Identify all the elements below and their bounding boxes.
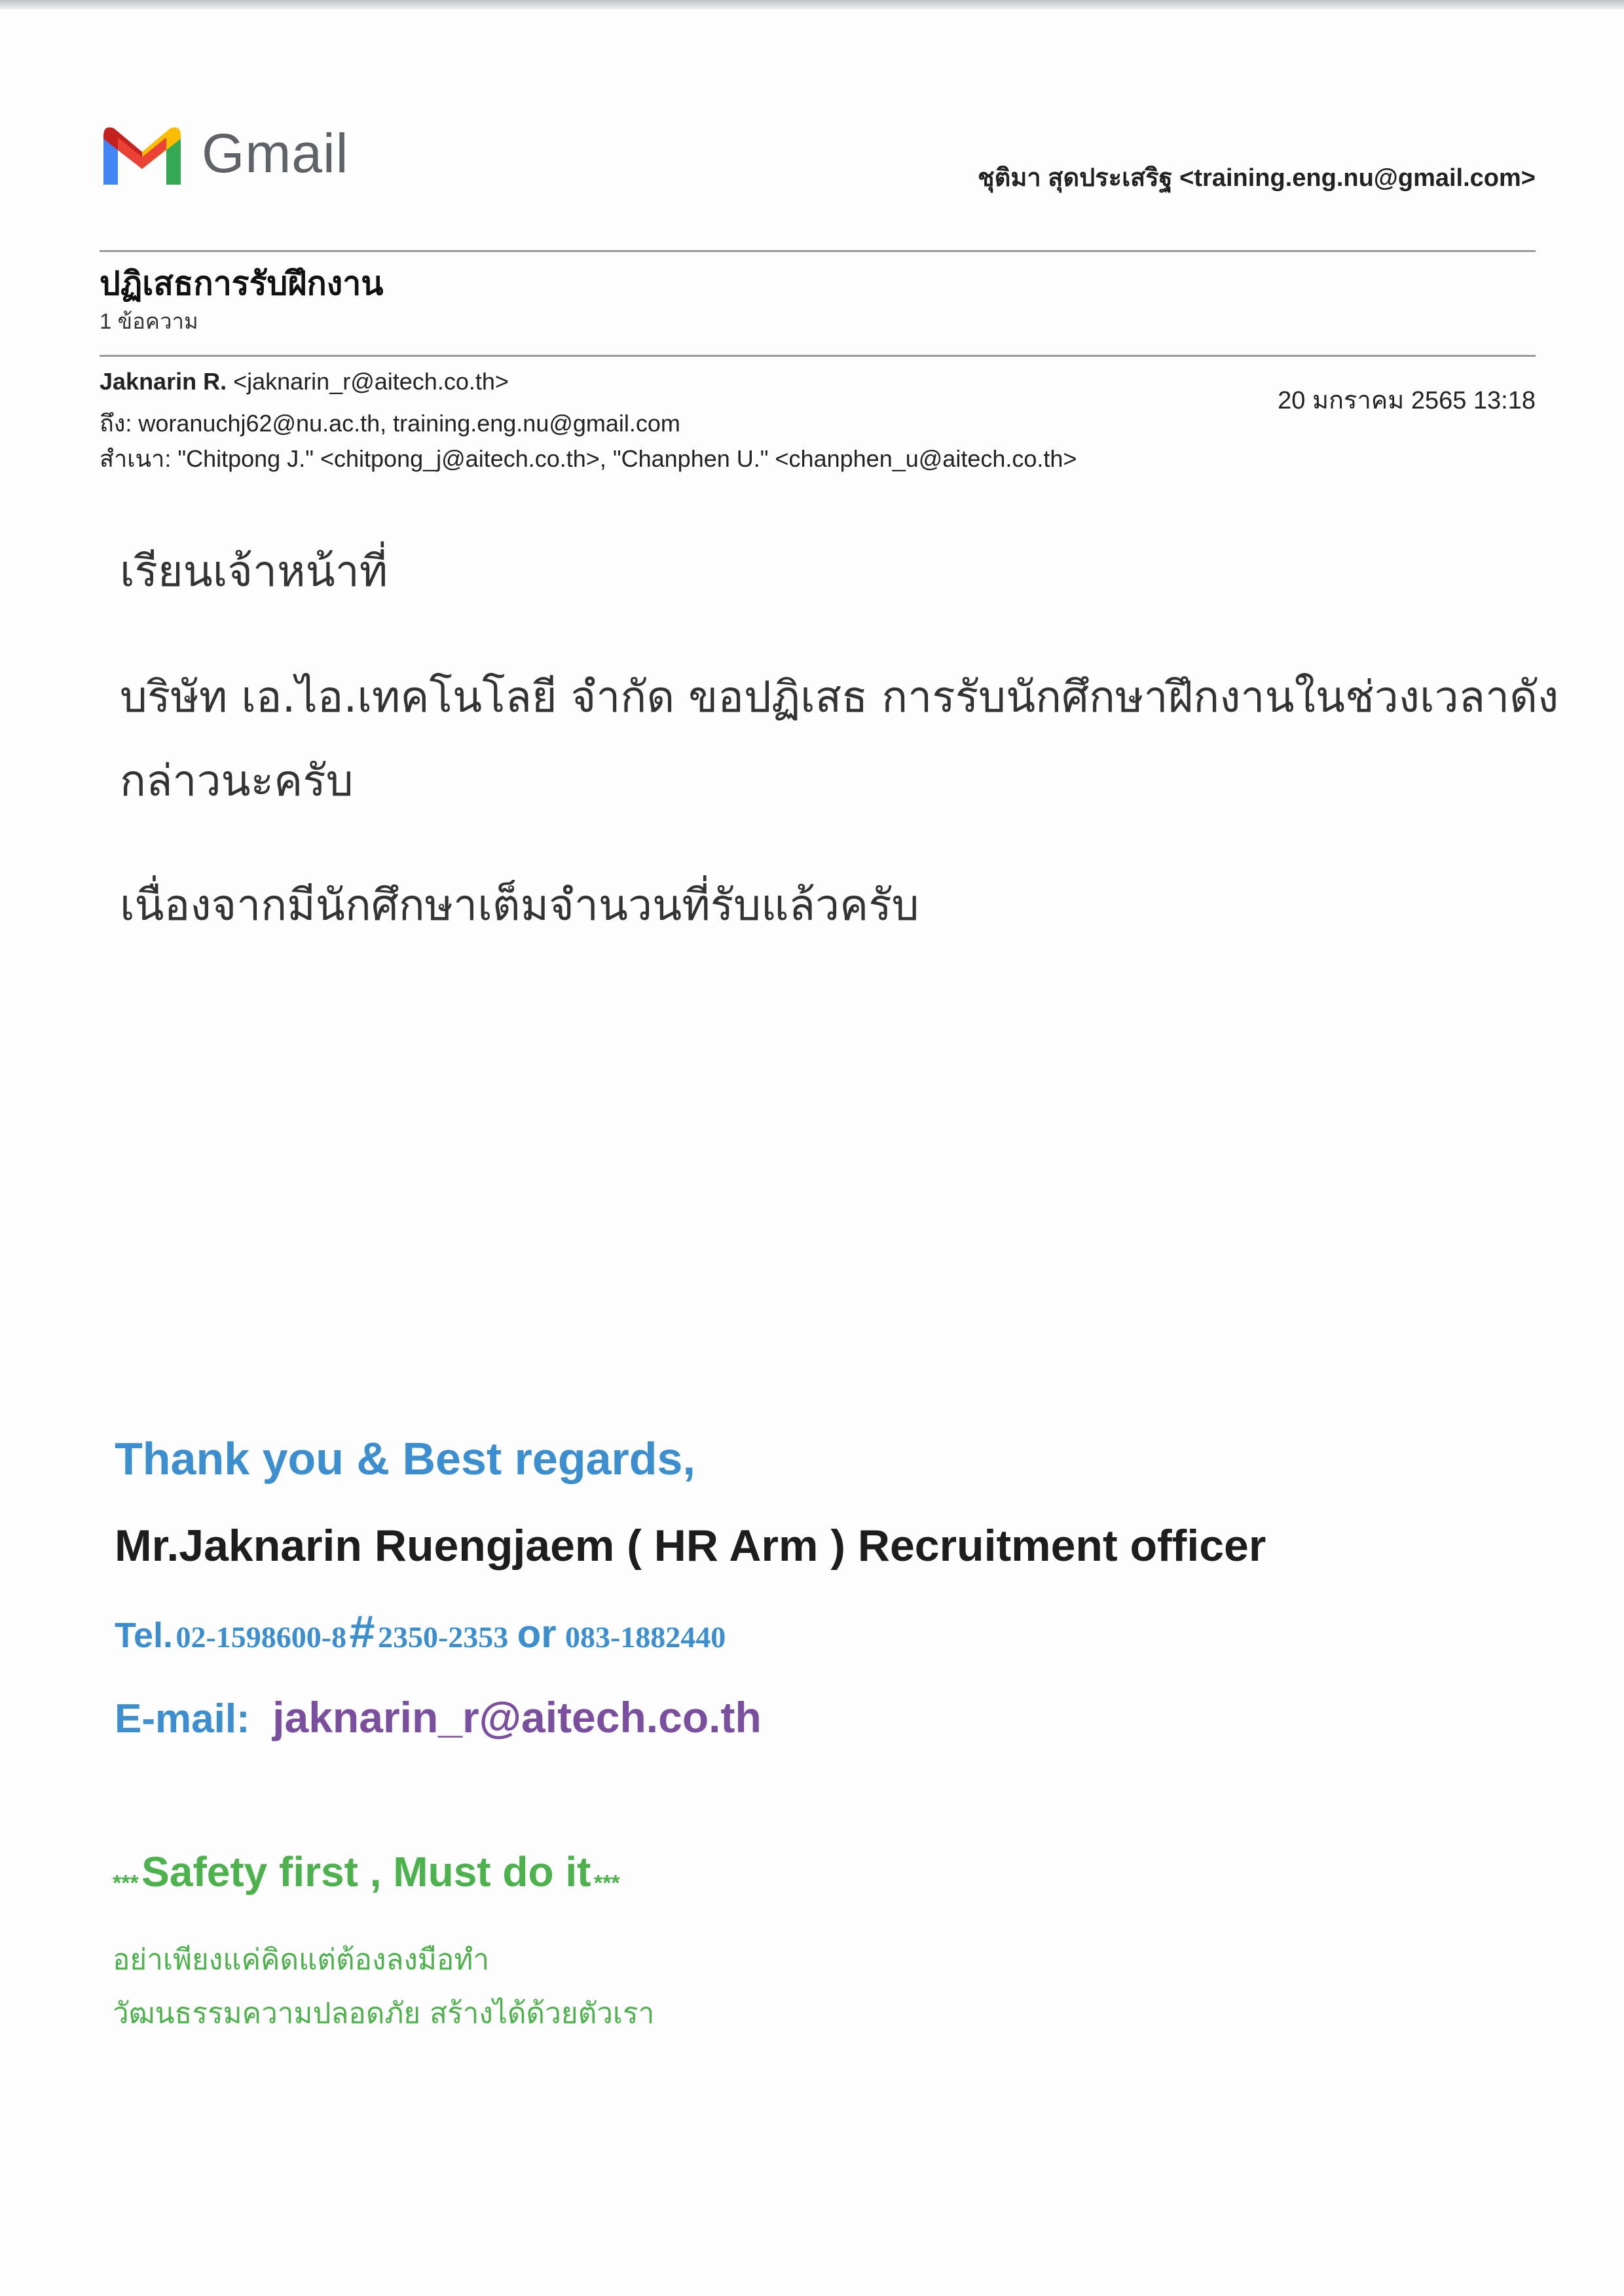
account-name: ชุติมา สุดประเสริฐ <training.eng.nu@gmail.com> [977, 164, 1536, 192]
tel-number: 02-1598600-8 [175, 1620, 347, 1654]
gmail-brand-text: Gmail [202, 122, 349, 184]
signature-email-row [115, 1692, 762, 1742]
message-cc: สำเนา: "Chitpong J." <chitpong_j@aitech.co.th>, "Chanphen U." <chanphen_u@aitech.co.th> [100, 445, 1077, 472]
safety-motto-line-1: อย่าเพียงแค่คิดแต่ต้องลงมือทำ [113, 1943, 490, 1977]
safety-slogan [113, 1848, 620, 1896]
signature-closing: Thank you & Best regards, [115, 1433, 695, 1484]
email-label: E-mail: [115, 1696, 250, 1741]
body-greeting: เรียนเจ้าหน้าที่ [120, 546, 388, 596]
scan-top-edge [0, 0, 1624, 9]
message-to: ถึง: woranuchj62@nu.ac.th, training.eng.nu@gmail.com [100, 410, 680, 437]
message-count: 1 ข้อความ [100, 309, 198, 333]
tel-or: or [517, 1612, 557, 1656]
thread-subject: ปฏิเสธการรับฝึกงาน [100, 265, 384, 302]
tel-mobile: 083-1882440 [564, 1620, 726, 1654]
safety-motto-line-2: วัฒนธรรมความปลอดภัย สร้างได้ด้วยตัวเรา [113, 1997, 655, 2030]
safety-text: Safety first , Must do it [141, 1848, 591, 1895]
safety-stars-right: *** [593, 1870, 620, 1896]
message-from [100, 368, 509, 395]
signature-telephone [115, 1605, 726, 1658]
tel-hash: # [349, 1606, 375, 1657]
body-paragraph-line-2: กล่าวนะครับ [120, 756, 354, 806]
safety-stars-left: *** [113, 1870, 139, 1896]
gmail-logo-icon [100, 122, 185, 187]
sender-email: <jaknarin_r@aitech.co.th> [233, 368, 509, 395]
tel-extension: 2350-2353 [377, 1620, 509, 1654]
signature-name-title: Mr.Jaknarin Ruengjaem ( HR Arm ) Recruitment officer [115, 1521, 1266, 1571]
divider-message [100, 355, 1536, 357]
email-link[interactable]: jaknarin_r@aitech.co.th [272, 1693, 762, 1741]
message-date: 20 มกราคม 2565 13:18 [1278, 387, 1536, 414]
divider-top [100, 250, 1536, 252]
body-reason: เนื่องจากมีนักศึกษาเต็มจำนวนที่รับแล้วครับ [120, 880, 919, 930]
body-paragraph-line-1: บริษัท เอ.ไอ.เทคโนโลยี จำกัด ขอปฏิเสธ การรับนักศึกษาฝึกงานในช่วงเวลาดัง [120, 672, 1559, 722]
sender-name: Jaknarin R. [100, 368, 227, 395]
tel-label: Tel. [115, 1616, 174, 1655]
